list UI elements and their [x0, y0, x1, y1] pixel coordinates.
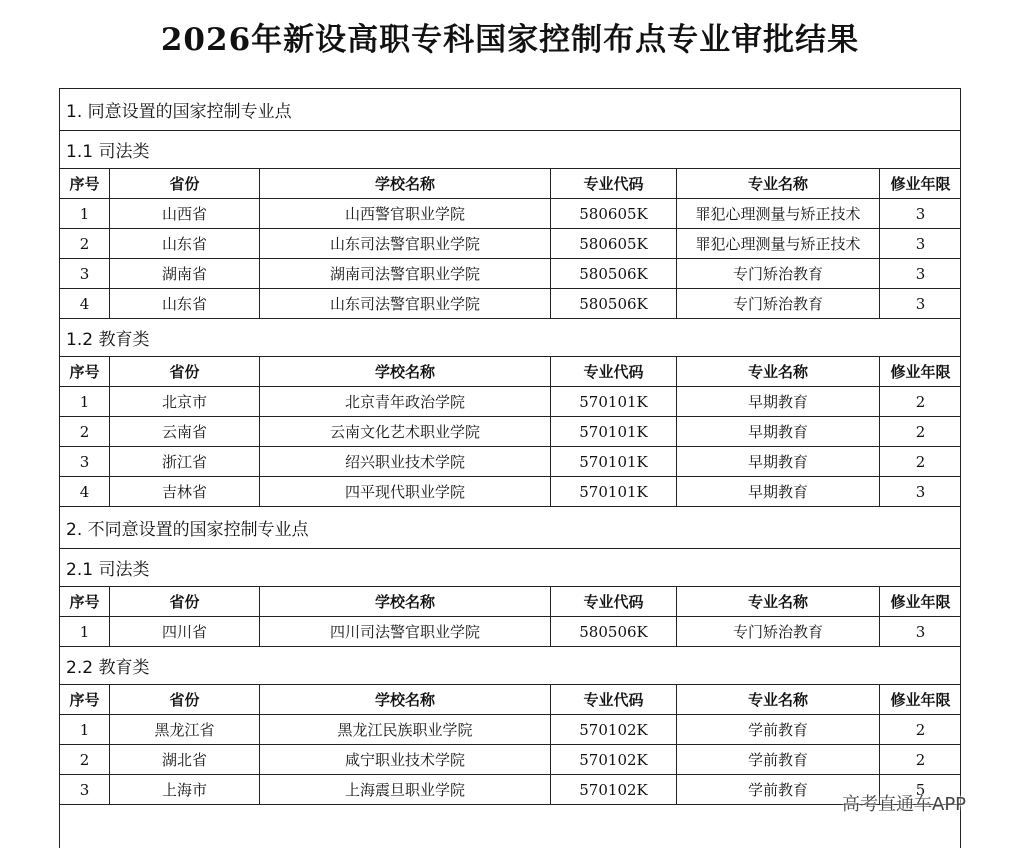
cell-major-code: 570102K	[551, 775, 677, 805]
column-header: 学校名称	[260, 587, 551, 617]
column-header: 专业代码	[551, 169, 677, 199]
table-row	[60, 387, 962, 417]
column-header: 修业年限	[880, 169, 962, 199]
cell-school: 黑龙江民族职业学院	[260, 715, 551, 745]
column-header: 修业年限	[880, 357, 962, 387]
cell-province: 云南省	[110, 417, 260, 447]
cell-years: 5	[880, 775, 962, 805]
cell-school: 云南文化艺术职业学院	[260, 417, 551, 447]
column-header: 专业代码	[551, 587, 677, 617]
cell-years: 2	[880, 447, 962, 477]
cell-index: 1	[60, 387, 110, 417]
column-header: 序号	[60, 587, 110, 617]
cell-major-code: 580605K	[551, 199, 677, 229]
cell-index: 3	[60, 775, 110, 805]
column-header: 专业代码	[551, 357, 677, 387]
page-title: 2026年新设高职专科国家控制布点专业审批结果	[160, 22, 860, 58]
cell-major-code: 580506K	[551, 259, 677, 289]
column-header: 修业年限	[880, 587, 962, 617]
group-heading: 2.2 教育类	[60, 647, 962, 685]
table-row	[60, 477, 962, 507]
cell-index: 2	[60, 417, 110, 447]
cell-school: 山西警官职业学院	[260, 199, 551, 229]
results-table	[59, 88, 961, 805]
group-heading: 1.2 教育类	[60, 319, 962, 357]
cell-province: 四川省	[110, 617, 260, 647]
cell-school: 北京青年政治学院	[260, 387, 551, 417]
group-heading-row	[60, 319, 962, 357]
column-header: 专业代码	[551, 685, 677, 715]
cell-index: 1	[60, 617, 110, 647]
table-row	[60, 775, 962, 805]
cell-major-name: 学前教育	[677, 715, 880, 745]
cell-years: 3	[880, 477, 962, 507]
column-header: 序号	[60, 357, 110, 387]
cell-major-name: 专门矫治教育	[677, 259, 880, 289]
group-heading-row	[60, 647, 962, 685]
cell-major-name: 学前教育	[677, 745, 880, 775]
cell-index: 4	[60, 289, 110, 319]
column-header: 学校名称	[260, 357, 551, 387]
section-heading: 1. 同意设置的国家控制专业点	[60, 89, 962, 131]
table-row	[60, 745, 962, 775]
cell-province: 山东省	[110, 289, 260, 319]
cell-major-code: 580605K	[551, 229, 677, 259]
cell-years: 3	[880, 259, 962, 289]
cell-school: 湖南司法警官职业学院	[260, 259, 551, 289]
section-heading-row	[60, 507, 962, 549]
cell-index: 3	[60, 447, 110, 477]
column-header-row	[60, 685, 962, 715]
cell-years: 3	[880, 199, 962, 229]
cell-province: 黑龙江省	[110, 715, 260, 745]
results-table-frame	[59, 88, 961, 848]
cell-index: 3	[60, 259, 110, 289]
cell-province: 上海市	[110, 775, 260, 805]
cell-province: 湖南省	[110, 259, 260, 289]
cell-province: 湖北省	[110, 745, 260, 775]
cell-index: 1	[60, 715, 110, 745]
cell-major-code: 570101K	[551, 477, 677, 507]
cell-major-code: 570101K	[551, 447, 677, 477]
cell-school: 四平现代职业学院	[260, 477, 551, 507]
cell-school: 山东司法警官职业学院	[260, 229, 551, 259]
table-row	[60, 199, 962, 229]
group-heading-row	[60, 549, 962, 587]
cell-major-name: 早期教育	[677, 417, 880, 447]
column-header: 专业名称	[677, 685, 880, 715]
column-header: 学校名称	[260, 685, 551, 715]
watermark-text: 高考直通车APP	[842, 794, 967, 815]
column-header: 省份	[110, 169, 260, 199]
cell-years: 2	[880, 715, 962, 745]
cell-index: 2	[60, 745, 110, 775]
table-row	[60, 715, 962, 745]
cell-years: 3	[880, 229, 962, 259]
section-heading-row	[60, 89, 962, 131]
table-row	[60, 617, 962, 647]
group-heading: 2.1 司法类	[60, 549, 962, 587]
cell-major-name: 早期教育	[677, 447, 880, 477]
cell-major-name: 早期教育	[677, 387, 880, 417]
cell-province: 吉林省	[110, 477, 260, 507]
cell-index: 4	[60, 477, 110, 507]
cell-major-name: 专门矫治教育	[677, 289, 880, 319]
column-header: 专业名称	[677, 357, 880, 387]
column-header: 省份	[110, 587, 260, 617]
table-row	[60, 289, 962, 319]
cell-major-code: 570101K	[551, 387, 677, 417]
cell-province: 山西省	[110, 199, 260, 229]
section-heading: 2. 不同意设置的国家控制专业点	[60, 507, 962, 549]
cell-school: 上海震旦职业学院	[260, 775, 551, 805]
cell-province: 浙江省	[110, 447, 260, 477]
column-header: 学校名称	[260, 169, 551, 199]
cell-major-name: 专门矫治教育	[677, 617, 880, 647]
cell-school: 咸宁职业技术学院	[260, 745, 551, 775]
cell-years: 2	[880, 745, 962, 775]
group-heading: 1.1 司法类	[60, 131, 962, 169]
cell-school: 绍兴职业技术学院	[260, 447, 551, 477]
column-header: 专业名称	[677, 169, 880, 199]
cell-school: 四川司法警官职业学院	[260, 617, 551, 647]
cell-major-name: 罪犯心理测量与矫正技术	[677, 229, 880, 259]
column-header-row	[60, 587, 962, 617]
column-header: 专业名称	[677, 587, 880, 617]
cell-major-code: 580506K	[551, 617, 677, 647]
cell-years: 3	[880, 617, 962, 647]
column-header: 序号	[60, 685, 110, 715]
cell-years: 2	[880, 387, 962, 417]
cell-province: 山东省	[110, 229, 260, 259]
cell-years: 2	[880, 417, 962, 447]
cell-major-code: 570102K	[551, 745, 677, 775]
table-row	[60, 229, 962, 259]
table-row	[60, 259, 962, 289]
cell-index: 2	[60, 229, 110, 259]
column-header: 序号	[60, 169, 110, 199]
cell-major-name: 学前教育	[677, 775, 880, 805]
cell-index: 1	[60, 199, 110, 229]
cell-school: 山东司法警官职业学院	[260, 289, 551, 319]
group-heading-row	[60, 131, 962, 169]
column-header-row	[60, 169, 962, 199]
table-row	[60, 417, 962, 447]
table-row	[60, 447, 962, 477]
cell-major-name: 早期教育	[677, 477, 880, 507]
cell-major-name: 罪犯心理测量与矫正技术	[677, 199, 880, 229]
cell-major-code: 580506K	[551, 289, 677, 319]
cell-major-code: 570101K	[551, 417, 677, 447]
cell-years: 3	[880, 289, 962, 319]
cell-province: 北京市	[110, 387, 260, 417]
column-header: 省份	[110, 685, 260, 715]
column-header: 修业年限	[880, 685, 962, 715]
cell-major-code: 570102K	[551, 715, 677, 745]
column-header-row	[60, 357, 962, 387]
column-header: 省份	[110, 357, 260, 387]
